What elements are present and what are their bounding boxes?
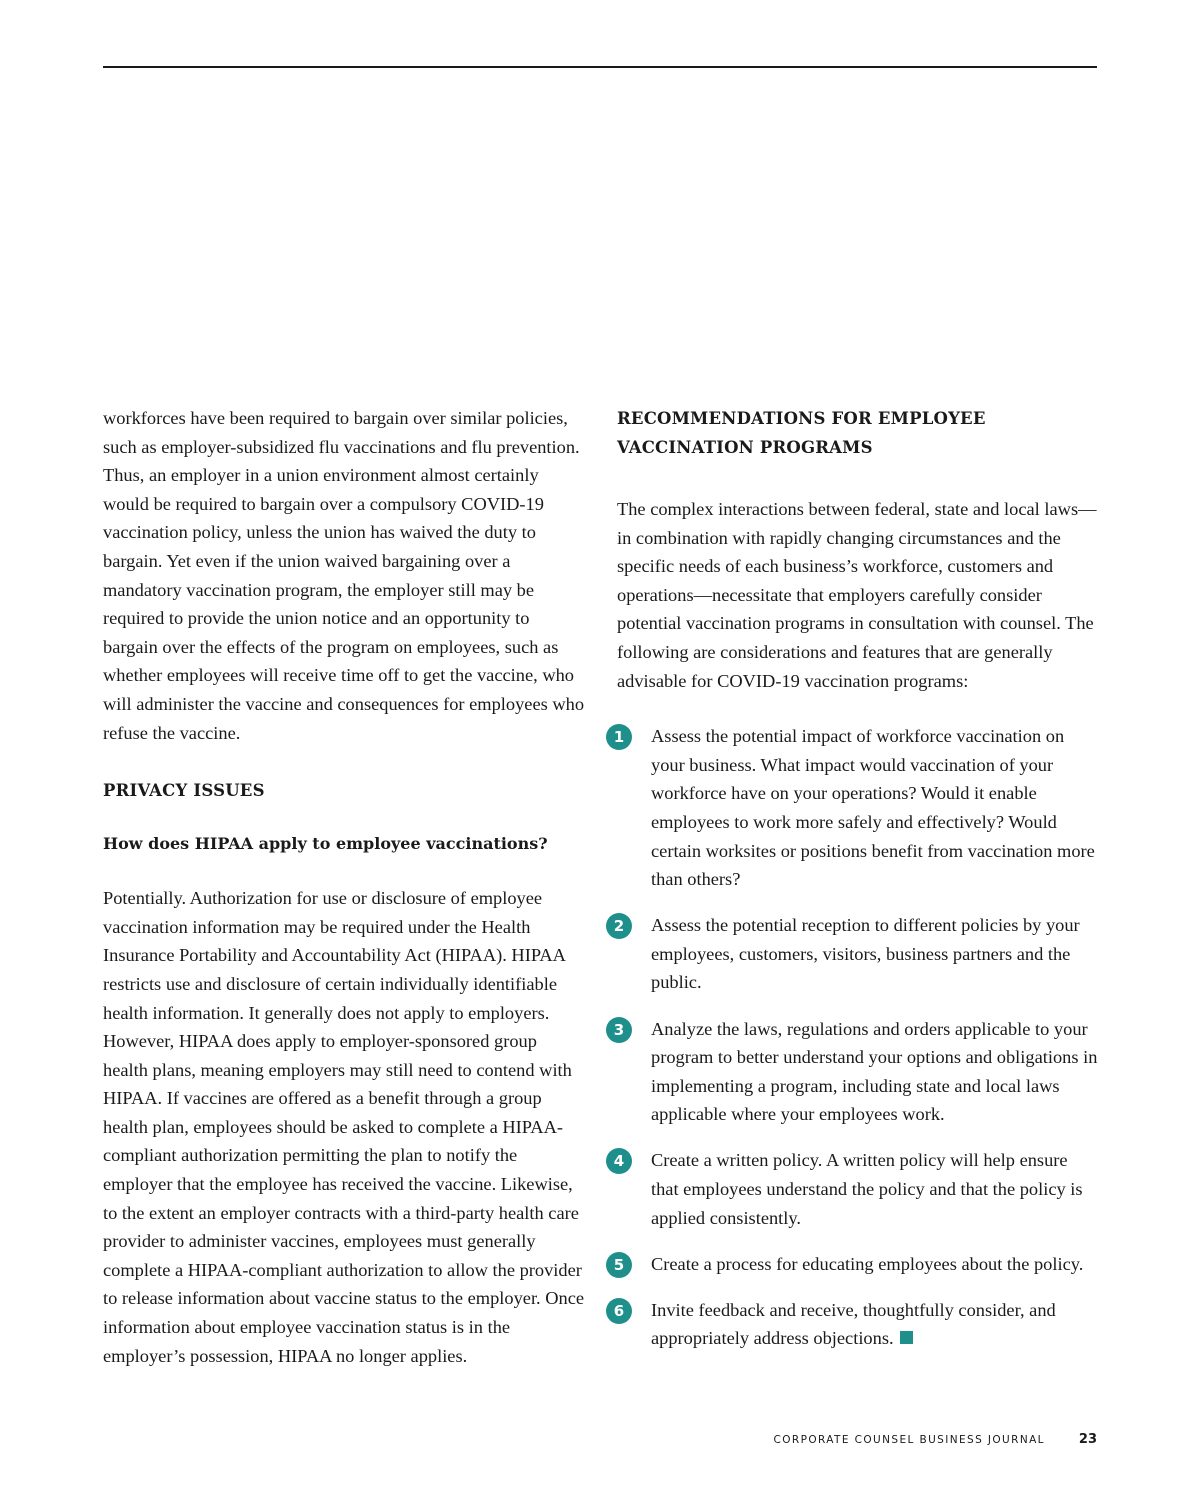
recommendation-text: Assess the potential reception to different policies by your employees, customers, visitors, business partners and the public. bbox=[651, 915, 1080, 993]
number-badge: 2 bbox=[606, 913, 632, 939]
top-rule bbox=[103, 66, 1097, 68]
list-item bbox=[613, 1296, 1099, 1353]
number-badge: 4 bbox=[606, 1148, 632, 1174]
recommendation-text-wrapper bbox=[651, 1296, 1099, 1353]
recommendation-text: Assess the potential impact of workforce vaccination on your business. What impact would vaccination of your workforce have on your operations? Would it enable employees to work more safely and effectively? Would certain worksites or positions benefit from vaccination more than others? bbox=[651, 726, 1095, 890]
left-column bbox=[103, 404, 585, 1370]
list-item bbox=[613, 1015, 1099, 1129]
page-footer bbox=[774, 1432, 1097, 1447]
list-item bbox=[613, 722, 1099, 894]
page-number: 23 bbox=[1078, 1432, 1097, 1447]
recommendation-text: Invite feedback and receive, thoughtfully consider, and appropriately address objections. bbox=[651, 1299, 1056, 1349]
recommendations-heading: RECOMMENDATIONS FOR EMPLOYEE VACCINATION PROGRAMS bbox=[617, 409, 986, 457]
recommendation-text: Analyze the laws, regulations and orders applicable to your program to better understand your options and obligations in implementing a program, including state and local laws applicable where your employees work. bbox=[651, 1018, 1098, 1125]
number-badge: 1 bbox=[606, 724, 632, 750]
journal-name: CORPORATE COUNSEL BUSINESS JOURNAL bbox=[773, 1434, 1045, 1446]
recommendations-list bbox=[613, 722, 1099, 1353]
hipaa-answer: Potentially. Authorization for use or disclosure of employee vaccination information may be required under the Health Insurance Portability and Accountability Act (HIPAA). HIPAA restricts use and disclosure of certain individually identifiable health information. It generally does not apply to employers. However, HIPAA does apply to employer-sponsored group health plans, meaning employers may still need to contend with HIPAA. If vaccines are offered as a benefit through a group health plan, employees should be asked to complete a HIPAA-compliant authorization permitting the plan to notify the employer that the employee has received the vaccine. Likewise, to the extent an employer contracts with a third-party health care provider to administer vaccines, employees must generally complete a HIPAA-compliant authorization to allow the provider to release information about vaccine status to the employer. Once information about employee vaccination status is in the employer’s possession, HIPAA no longer applies. bbox=[103, 888, 585, 1366]
recommendations-intro: The complex interactions between federal, state and local laws—in combination with rapidly changing circumstances and the specific needs of each business’s workforce, customers and operations—necessitate that employers carefully consider potential vaccination programs in consultation with counsel. The following are considerations and features that are generally advisable for COVID-19 vaccination programs: bbox=[617, 499, 1097, 691]
recommendation-text: Create a process for educating employees about the policy. bbox=[651, 1253, 1084, 1274]
opening-paragraph: workforces have been required to bargain over similar policies, such as employer-subsidized flu vaccinations and flu prevention. Thus, an employer in a union environment almost certainly would be required to bargain over a compulsory COVID-19 vaccination policy, unless the union has waived the duty to bargain. Yet even if the union waived bargaining over a mandatory vaccination program, the employer still may be required to provide the union notice and an opportunity to bargain over the effects of the program on employees, such as whether employees will receive time off to get the vaccine, who will administer the vaccine and consequences for employees who refuse the vaccine. bbox=[103, 408, 585, 743]
number-badge: 3 bbox=[606, 1017, 632, 1043]
number-badge: 5 bbox=[606, 1252, 632, 1278]
hipaa-question: How does HIPAA apply to employee vaccinations? bbox=[103, 834, 548, 854]
end-of-article-mark bbox=[900, 1331, 913, 1344]
list-item bbox=[613, 911, 1099, 997]
number-badge: 6 bbox=[606, 1298, 632, 1324]
list-item bbox=[613, 1250, 1099, 1279]
right-column bbox=[613, 404, 1099, 1370]
recommendation-text: Create a written policy. A written policy will help ensure that employees understand the policy and that the policy is applied consistently. bbox=[651, 1150, 1083, 1228]
privacy-heading: PRIVACY ISSUES bbox=[103, 781, 265, 801]
list-item bbox=[613, 1146, 1099, 1232]
